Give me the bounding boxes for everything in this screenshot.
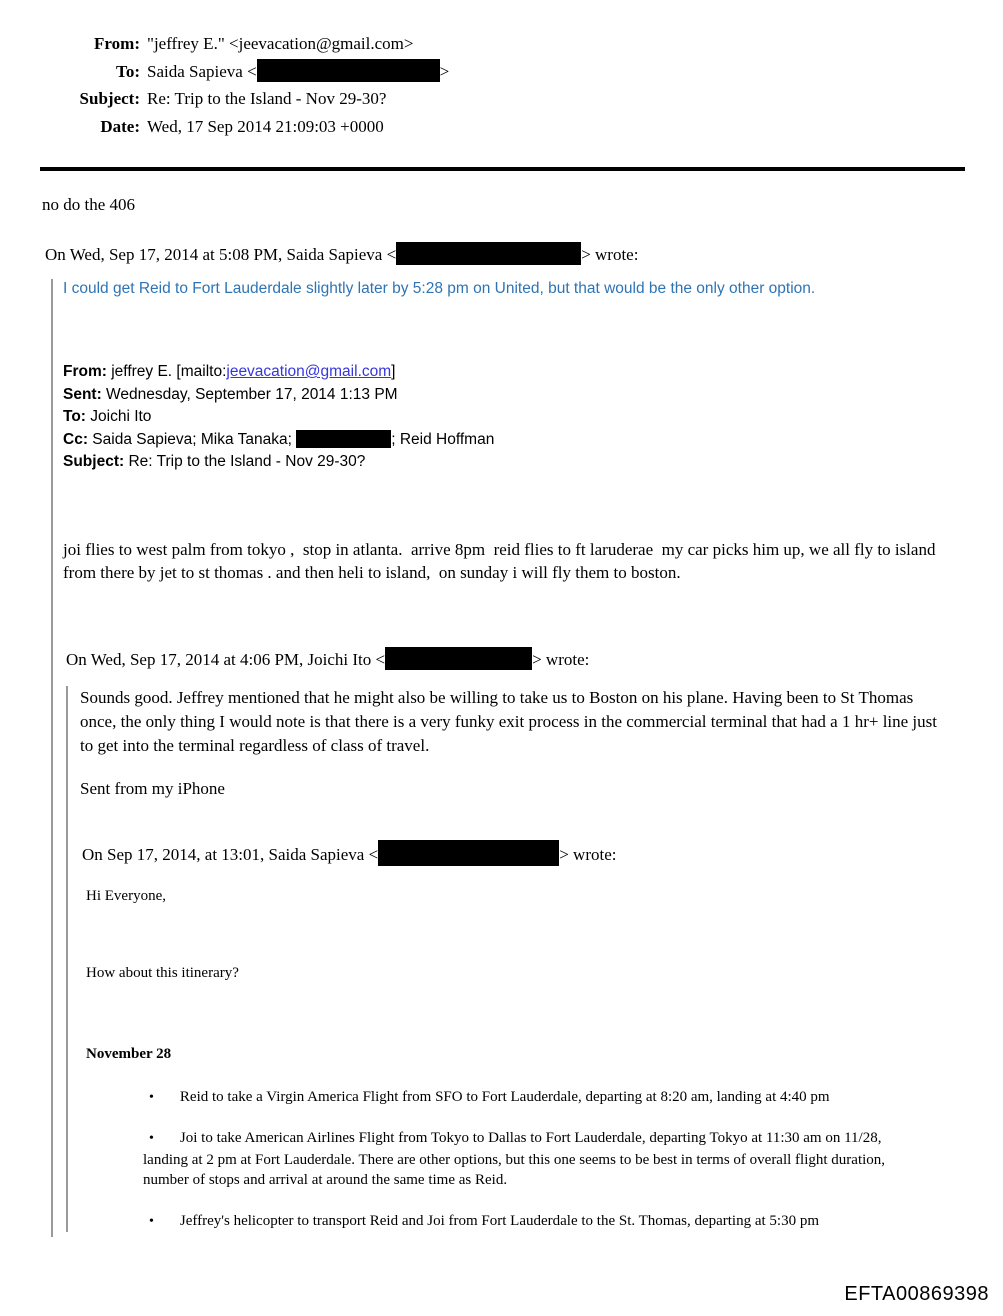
- header-divider: [40, 167, 965, 171]
- quote2-attribution-suffix: > wrote:: [532, 649, 590, 669]
- quote3-attribution-suffix: > wrote:: [559, 844, 617, 864]
- highlighted-reply-text: I could get Reid to Fort Lauderdale slightly later by 5:28 pm on United, but that would be the only other option.: [63, 280, 816, 297]
- bullet-icon: •: [149, 1089, 154, 1105]
- list-item: [143, 1211, 925, 1233]
- redaction-bar: [257, 59, 440, 82]
- quote2-attribution-prefix: On Wed, Sep 17, 2014 at 4:06 PM, Joichi Ito <: [66, 649, 386, 669]
- inner-from-row: [63, 361, 1003, 384]
- inner-to-row: [63, 406, 1003, 429]
- itinerary-bullet-list: [143, 1087, 925, 1233]
- joichi-message-body: Sounds good. Jeffrey mentioned that he might also be willing to take us to Boston on his plane. Having been to St Thomas once, the only thing I would note is that there is a very funky exit process in the commercial terminal that had a 1 hr+ line just to get into the terminal regardless of class of travel.: [80, 687, 937, 755]
- header-from-row: [58, 30, 1003, 58]
- quote3-attribution-prefix: On Sep 17, 2014, at 13:01, Saida Sapieva <: [82, 844, 379, 864]
- quote3-attribution: [82, 840, 1003, 868]
- inner-subject-label: Subject:: [63, 453, 125, 470]
- to-label: To:: [116, 61, 140, 81]
- inner-sent-label: Sent:: [63, 385, 102, 403]
- bullet-text-joi-flight: Joi to take American Airlines Flight from Tokyo to Dallas to Fort Lauderdale, departing Tokyo at 11:30 am on 11/28, landing at 2 pm at Fort Lauderdale. There are other options, but this one seems to be best in terms of overall flight duration, number of stops and arrival at around the same time as Reid.: [143, 1130, 886, 1188]
- inner-subject-row: [63, 451, 1003, 474]
- list-item: [143, 1128, 925, 1191]
- inner-to-label: To:: [63, 408, 86, 425]
- greeting-text: Hi Everyone,: [86, 887, 166, 904]
- header-date-row: [58, 113, 1003, 141]
- from-label: From:: [94, 34, 140, 53]
- redaction-bar: [296, 430, 391, 448]
- bullet-icon: •: [149, 1131, 154, 1146]
- reply-message: no do the 406: [42, 195, 136, 214]
- subject-value: Re: Trip to the Island - Nov 29-30?: [147, 89, 387, 108]
- bullet-icon: •: [149, 1213, 154, 1229]
- date-heading: November 28: [86, 1045, 172, 1062]
- inner-to-value: Joichi Ito: [85, 408, 152, 425]
- to-value-suffix: >: [439, 61, 450, 81]
- forwarded-email-header: [63, 361, 1003, 474]
- redaction-bar: [396, 242, 581, 265]
- inner-cc-prefix: Saida Sapieva; Mika Tanaka;: [87, 430, 297, 448]
- quoted-email-level3: [86, 887, 1003, 1233]
- inner-sent-row: [63, 384, 1003, 407]
- quoted-email-level1: [51, 279, 1003, 1237]
- itinerary-question: How about this itinerary?: [86, 964, 239, 981]
- inner-sent-value: Wednesday, September 17, 2014 1:13 PM: [101, 385, 398, 403]
- bullet-text-helicopter: Jeffrey's helicopter to transport Reid and Joi from Fort Lauderdale to the St. Thomas, departing at 5:30 pm: [179, 1212, 819, 1229]
- redaction-bar: [385, 647, 532, 670]
- to-value-prefix: Saida Sapieva <: [147, 61, 257, 81]
- quote1-attribution-suffix: > wrote:: [581, 245, 639, 264]
- subject-label: Subject:: [79, 89, 140, 108]
- email-header: [58, 30, 1003, 140]
- header-to-row: [58, 58, 1003, 86]
- header-subject-row: [58, 85, 1003, 113]
- list-item: [143, 1087, 925, 1109]
- from-value: "jeffrey E." <jeevacation@gmail.com>: [147, 34, 414, 53]
- bates-number: EFTA00869398: [844, 1283, 989, 1305]
- to-value: [147, 58, 449, 86]
- bullet-text-reid-flight: Reid to take a Virgin America Flight from SFO to Fort Lauderdale, departing at 8:20 am, landing at 4:40 pm: [179, 1088, 830, 1105]
- inner-cc-label: Cc:: [63, 430, 88, 448]
- date-label: Date:: [100, 116, 140, 136]
- quote1-attribution: [45, 242, 1003, 267]
- inner-from-prefix: jeffrey E. [mailto:: [106, 363, 227, 380]
- mailto-link[interactable]: jeevacation@gmail.com: [226, 363, 392, 380]
- inner-from-suffix: ]: [391, 363, 396, 380]
- quote2-attribution: [66, 647, 1003, 672]
- inner-cc-suffix: ; Reid Hoffman: [391, 430, 495, 448]
- date-value: Wed, 17 Sep 2014 21:09:03 +0000: [147, 116, 384, 136]
- redaction-bar: [378, 840, 559, 866]
- quoted-email-level2: [66, 686, 1003, 1233]
- quote1-attribution-prefix: On Wed, Sep 17, 2014 at 5:08 PM, Saida Sapieva <: [45, 245, 397, 264]
- inner-from-label: From:: [63, 363, 107, 380]
- inner-cc-row: [63, 429, 1003, 452]
- iphone-signature: Sent from my iPhone: [80, 778, 225, 798]
- jeffrey-message-body: joi flies to west palm from tokyo , stop in atlanta. arrive 8pm reid flies to ft laruderae my car picks him up, we all fly to island from there by jet to st thomas . and then heli to island, on sunday i will fly them to boston.: [63, 539, 940, 582]
- inner-subject-value: Re: Trip to the Island - Nov 29-30?: [124, 453, 366, 470]
